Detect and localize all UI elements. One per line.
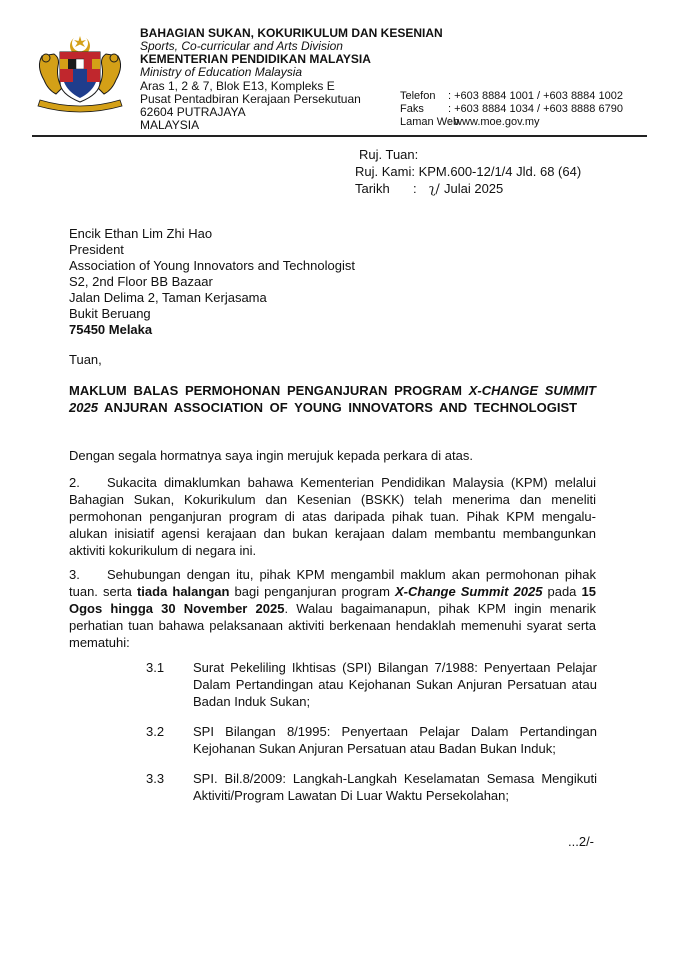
salutation: Tuan, [69, 352, 102, 367]
recipient-title: President [69, 242, 124, 257]
page-continuation: ...2/- [568, 834, 595, 849]
subject-text: ANJURAN ASSOCIATION OF YOUNG INNOVATORS AND TECHNOLOGIST [97, 400, 578, 415]
malaysia-coat-of-arms-icon [34, 34, 126, 114]
address-line: 62604 PUTRAJAYA [140, 105, 246, 119]
letter-subject [69, 382, 596, 416]
tarikh-handwritten-day: ʅ/ [429, 182, 440, 197]
address-line: Pusat Pentadbiran Kerajaan Persekutuan [140, 92, 361, 106]
paragraph-text: Sukacita dimaklumkan bahawa Kementerian Pendidikan Malaysia (KPM) melalui Bahagian Sukan, Kokurikulum dan Kesenian (BSKK) telah menerima dan meneliti permohonan penganjuran program di atas daripada pihak tuan. Pihak KPM mengalu-alukan inisiatif agensi kerajaan dan bukan kerajaan dalam membantu membangunkan aktiviti kokurikulum di negara ini. [69, 475, 596, 558]
paragraph-number: 3. [69, 567, 80, 582]
recipient-address-line: Bukit Beruang [69, 306, 151, 321]
contact-label: Laman Web [400, 116, 460, 128]
recipient-organization: Association of Young Innovators and Technologist [69, 258, 355, 273]
tarikh-separator: : [413, 181, 417, 196]
paragraph-number: 2. [69, 475, 80, 490]
item-number: 3.2 [146, 724, 165, 739]
item-text: SPI Bilangan 8/1995: Penyertaan Pelajar Dalam Pertandingan Kejohanan Sukan Anjuran Persatuan atau Badan Bukan Induk; [193, 724, 597, 756]
division-name-en: Sports, Co-curricular and Arts Division [140, 39, 343, 53]
emphasis-no-objection: tiada halangan [136, 584, 230, 599]
item-number: 3.3 [146, 771, 165, 786]
item-number: 3.1 [146, 660, 165, 675]
paragraph-3 [69, 566, 596, 651]
contact-faks [400, 102, 623, 116]
address-line: MALAYSIA [140, 118, 200, 132]
address-line: Aras 1, 2 & 7, Blok E13, Kompleks E [140, 79, 335, 93]
emphasis-program-name: X-Change Summit 2025 [395, 584, 543, 599]
item-text: Surat Pekeliling Ikhtisas (SPI) Bilangan 7/1988: Penyertaan Pelajar Dalam Pertandingan atau Kejohanan Sukan Anjuran Persatuan atau Badan Induk Sukan; [193, 660, 597, 709]
item-text: SPI. Bil.8/2009: Langkah-Langkah Keselamatan Semasa Mengikuti Aktiviti/Program Lawatan Di Luar Waktu Persekolahan; [193, 771, 597, 803]
ref-tarikh [355, 180, 503, 198]
contact-label: Faks [400, 103, 424, 115]
contact-website [400, 115, 540, 129]
paragraph-text: pada [542, 584, 582, 599]
tarikh-label: Tarikh [355, 181, 390, 196]
paragraph-text: Sehubungan dengan itu, pihak KPM mengambil maklum akan permohonan pihak tuan. serta [69, 567, 596, 599]
contact-label: Telefon [400, 90, 436, 102]
recipient-postcode-city: 75450 Melaka [69, 322, 153, 337]
ref-ruj-tuan: Ruj. Tuan: [359, 147, 419, 162]
paragraph-2 [69, 474, 596, 559]
contact-telefon [400, 89, 623, 103]
recipient-address-line: S2, 2nd Floor BB Bazaar [69, 274, 213, 289]
paragraph-text: bagi penganjuran program [229, 584, 396, 599]
contact-value: : +603 8884 1001 / +603 8884 1002 [448, 90, 623, 102]
ministry-name: KEMENTERIAN PENDIDIKAN MALAYSIA [140, 52, 371, 66]
ministry-name-en: Ministry of Education Malaysia [140, 65, 303, 79]
tarikh-month-year: Julai 2025 [444, 181, 504, 196]
paragraph-text: . Walau bagaimanapun, pihak KPM ingin menarik perhatian tuan bahawa pelaksanaan aktiviti berkenaan hendaklah memenuhi syarat serta mematuhi: [69, 601, 597, 650]
ref-ruj-kami: Ruj. Kami: KPM.600-12/1/4 Jld. 68 (64) [355, 164, 582, 179]
recipient-name: Encik Ethan Lim Zhi Hao [69, 226, 213, 241]
recipient-address-line: Jalan Delima 2, Taman Kerjasama [69, 290, 267, 305]
contact-value: : +603 8884 1034 / +603 8888 6790 [448, 103, 623, 115]
paragraph-1: Dengan segala hormatnya saya ingin merujuk kepada perkara di atas. [69, 448, 473, 463]
subject-text: MAKLUM BALAS PERMOHONAN PENGANJURAN PROGRAM [69, 383, 469, 398]
subject-program-name: X-CHANGE SUMMIT 2025 [69, 383, 596, 415]
division-name: BAHAGIAN SUKAN, KOKURIKULUM DAN KESENIAN [140, 26, 443, 40]
contact-value: : www.moe.gov.my [448, 116, 540, 128]
emphasis-program-dates: 15 Ogos hingga 30 November 2025 [69, 584, 596, 616]
header-divider [32, 135, 647, 137]
